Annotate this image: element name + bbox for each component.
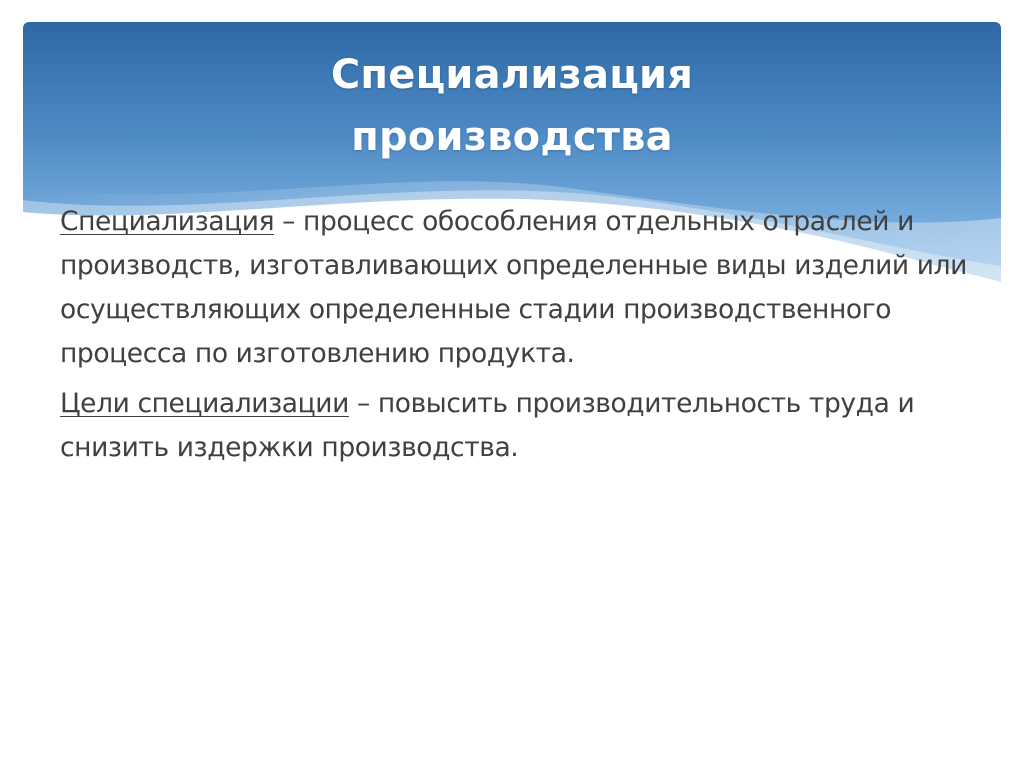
goals-term: Цели специализации xyxy=(60,388,349,419)
title-line-1: Специализация xyxy=(330,52,694,98)
goals-paragraph xyxy=(60,382,990,470)
definition-paragraph xyxy=(60,200,990,376)
definition-text: – процесс обособления отдельных отраслей и производств, изготавливающих определенные виды изделий или осуществляющих определенные стадии производственного процесса по изготовлению продукта. xyxy=(60,206,967,369)
goals-text: – повысить производительность труда и снизить издержки производства. xyxy=(60,388,915,463)
definition-term: Специализация xyxy=(60,206,275,237)
slide-title xyxy=(23,44,1001,168)
title-line-2: производства xyxy=(351,114,673,160)
slide-body xyxy=(60,200,990,476)
